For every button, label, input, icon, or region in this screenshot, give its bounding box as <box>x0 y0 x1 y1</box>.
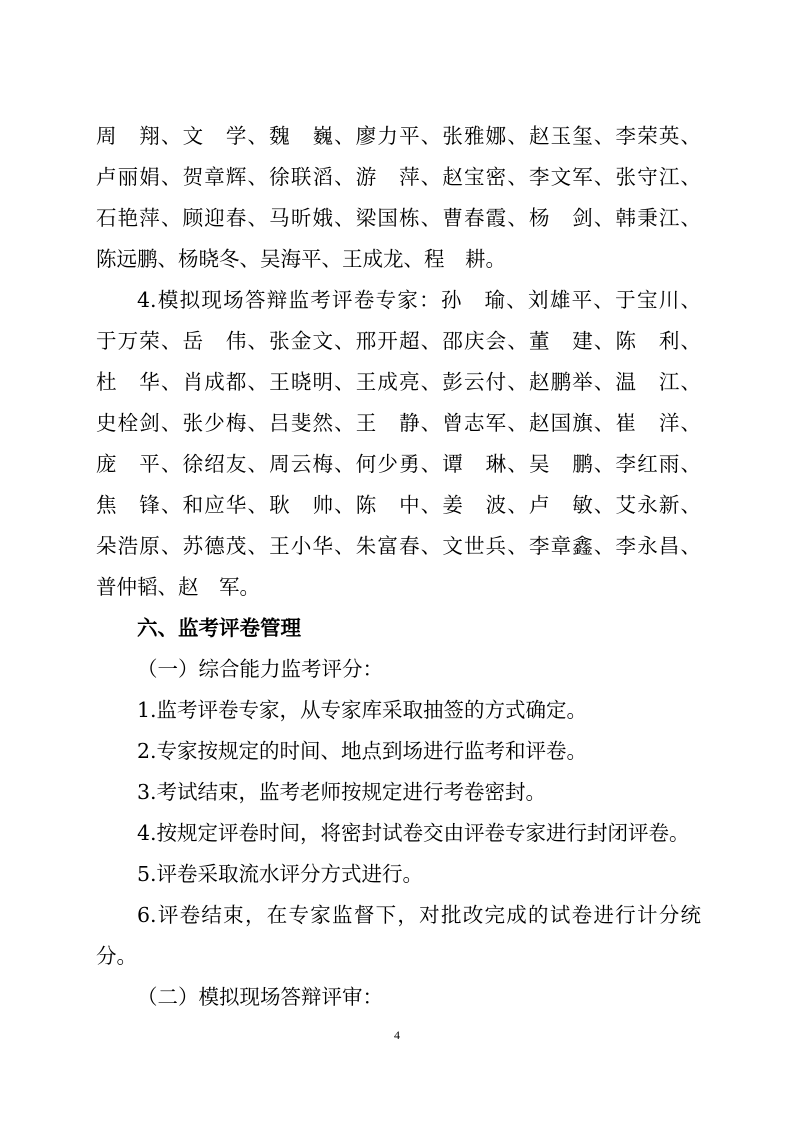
name-list-line: 周 翔、文 学、魏 巍、廖力平、张雅娜、赵玉玺、李荣英、 <box>96 124 701 148</box>
name-list-line: 普仲韬、赵 军。 <box>96 575 260 599</box>
subsection-heading: （一）综合能力监考评分： <box>137 657 383 681</box>
name-list-line: 杜 华、肖成都、王晓明、王成亮、彭云付、赵鹏举、温 江、 <box>96 370 701 394</box>
name-list-line: 于万荣、岳 伟、张金文、邢开超、邵庆会、董 建、陈 利、 <box>96 329 701 353</box>
name-list-line: 庞 平、徐绍友、周云梅、何少勇、谭 琳、吴 鹏、李红雨、 <box>96 452 701 476</box>
name-list-line: 朵浩原、苏德茂、王小华、朱富春、文世兵、李章鑫、李永昌、 <box>96 534 701 558</box>
procedure-item: 1.监考评卷专家，从专家库采取抽签的方式确定。 <box>137 698 588 722</box>
section-heading: 六、监考评卷管理 <box>137 616 301 640</box>
procedure-item-continuation: 分。 <box>96 944 137 968</box>
name-list-line: 史栓剑、张少梅、吕斐然、王 静、曾志军、赵国旗、崔 洋、 <box>96 411 701 435</box>
item4-first-line: 4.模拟现场答辩监考评卷专家：孙 瑜、刘雄平、于宝川、 <box>137 288 701 312</box>
page-body <box>96 116 701 1018</box>
name-list-line: 陈远鹏、杨晓冬、吴海平、王成龙、程 耕。 <box>96 247 506 271</box>
page-number: 4 <box>394 1028 400 1042</box>
name-list-line: 石艳萍、顾迎春、马昕娥、梁国栋、曹春霞、杨 剑、韩秉江、 <box>96 206 701 230</box>
procedure-item: 6.评卷结束，在专家监督下，对批改完成的试卷进行计分统 <box>137 903 701 927</box>
procedure-item: 5.评卷采取流水评分方式进行。 <box>137 862 424 886</box>
procedure-item: 2.专家按规定的时间、地点到场进行监考和评卷。 <box>137 739 588 763</box>
name-list-line: 卢丽娟、贺章辉、徐联滔、游 萍、赵宝密、李文军、张守江、 <box>96 165 701 189</box>
procedure-item: 3.考试结束，监考老师按规定进行考卷密封。 <box>137 780 547 804</box>
name-list-line: 焦 锋、和应华、耿 帅、陈 中、姜 波、卢 敏、艾永新、 <box>96 493 701 517</box>
procedure-item: 4.按规定评卷时间，将密封试卷交由评卷专家进行封闭评卷。 <box>137 821 690 845</box>
subsection-heading: （二）模拟现场答辩评审： <box>137 985 383 1009</box>
